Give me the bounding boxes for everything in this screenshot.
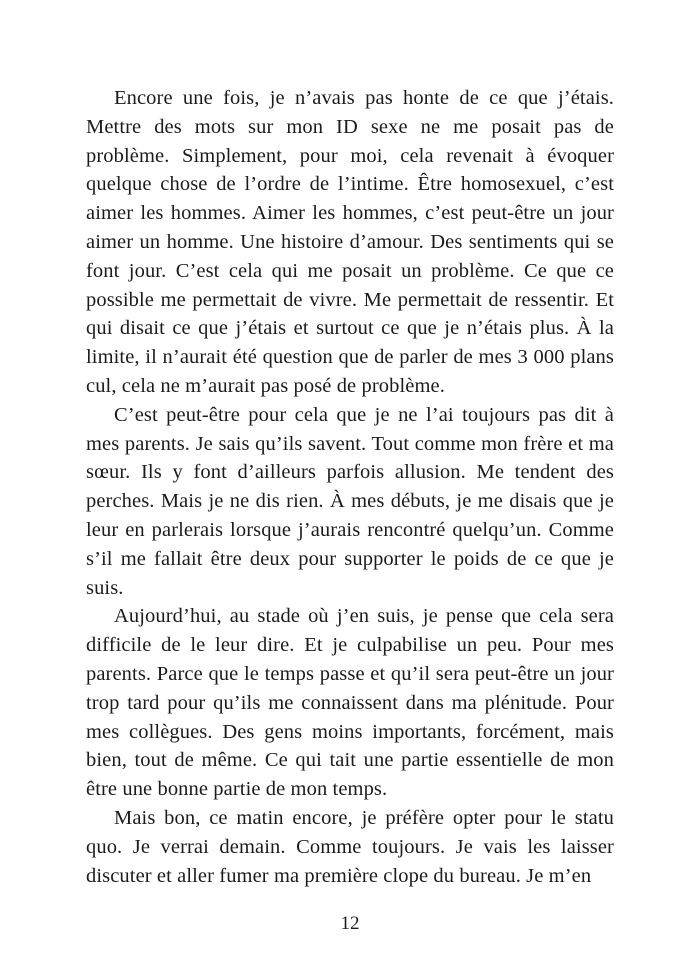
paragraph-2: C’est peut-être pour cela que je ne l’ai toujours pas dit à mes parents. Je sais qu’ils savent. Tout comme mon frère et ma sœur. Ils y font d’ailleurs parfois allusion. Me tendent des perches. Mais je ne dis rien. À mes débuts, je me disais que je leur en parlerais lorsque j’aurais rencontré quelqu’un. Comme s’il me fallait être deux pour supporter le poids de ce que je suis. <box>86 403 614 599</box>
paragraph-1: Encore une fois, je n’avais pas honte de ce que j’étais. Mettre des mots sur mon ID sexe ne me posait pas de problème. Simplement, pour moi, cela revenait à évoquer quelque chose de l’ordre de l’intime. Être homosexuel, c’est aimer les hommes. Aimer les hommes, c’est peut-être un jour aimer un homme. Une histoire d’amour. Des sentiments qui se font jour. C’est cela qui me posait un problème. Ce que ce possible me permettait de vivre. Me permettait de ressentir. Et qui disait ce que j’étais et surtout ce que je n’étais plus. À la limite, il n’aurait été question que de parler de mes 3 000 plans cul, cela ne m’aurait pas posé de problème. <box>86 87 614 397</box>
paragraph-4: Mais bon, ce matin encore, je préfère opter pour le statu quo. Je verrai demain. Comme toujours. Je vais les laisser discuter et aller fumer ma première clope du bureau. Je m’en <box>86 806 614 887</box>
paragraph-3: Aujourd’hui, au stade où j’en suis, je pense que cela sera difficile de le leur dire. Et je culpabilise un peu. Pour mes parents. Parce que le temps passe et qu’il sera peut-être un jour trop tard pour qu’ils me connaissent dans ma plénitude. Pour mes collègues. Des gens moins importants, forcément, mais bien, tout de même. Ce qui tait une partie essentielle de mon être une bonne partie de mon temps. <box>86 605 614 801</box>
text-block <box>86 84 614 890</box>
page-number: 12 <box>340 913 360 934</box>
